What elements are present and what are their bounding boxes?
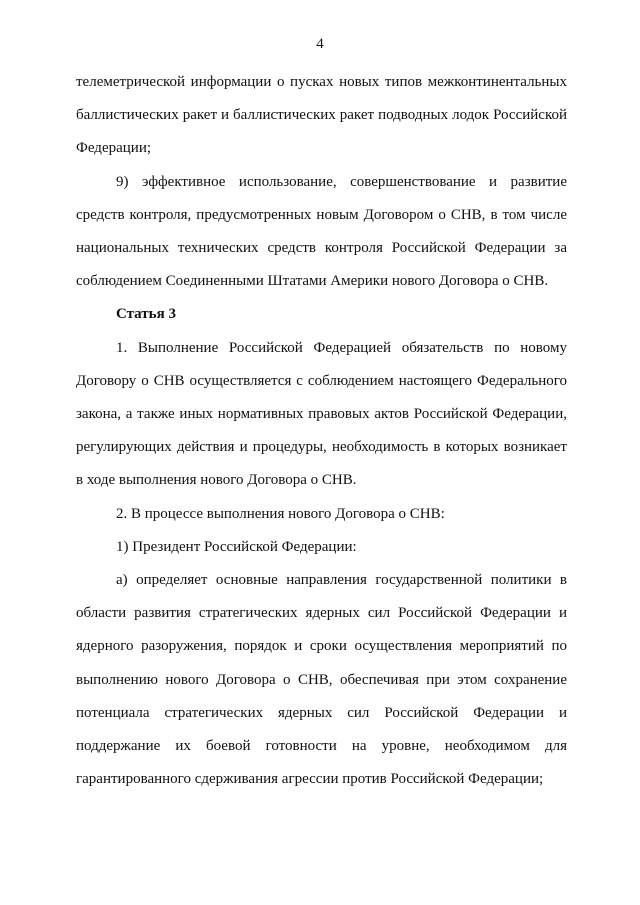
article-3-heading: Статья 3: [116, 306, 176, 323]
paragraph-telemetry-continuation: телеметрической информации о пусках новых типов межконтинентальных баллистических ракет и баллистических ракет подводных лодок Российской Федерации;: [76, 74, 567, 157]
paragraph-subclause-a: а) определяет основные направления государственной политики в области развития стратегических ядерных сил Российской Федерации и ядерного разоружения, порядок и сроки осуществления мероприятий по выполнению нового Договора о СНВ, обеспечивая при этом сохранение потенциала стратегических ядерных сил Российской Федерации и поддержание их боевой готовности на уровне, необходимом для гарантированного сдерживания агрессии против Российской Федерации;: [76, 572, 567, 788]
document-body: [76, 66, 567, 796]
paragraph-article-3-clause-2: 2. В процессе выполнения нового Договора о СНВ:: [116, 505, 445, 522]
page-number: 4: [316, 36, 324, 52]
paragraph-president-subclause: 1) Президент Российской Федерации:: [116, 538, 357, 555]
paragraph-article-3-clause-1: 1. Выполнение Российской Федерацией обязательств по новому Договору о СНВ осуществляется с соблюдением настоящего Федерального закона, а также иных нормативных правовых актов Российской Федерации, регулирующих действия и процедуры, необходимость в которых возникает в ходе выполнения нового Договора о СНВ.: [76, 339, 567, 489]
paragraph-item-9: 9) эффективное использование, совершенствование и развитие средств контроля, предусмотренных новым Договором о СНВ, в том числе национальных технических средств контроля Российской Федерации за соблюдением Соединенными Штатами Америки нового Договора о СНВ.: [76, 173, 567, 290]
